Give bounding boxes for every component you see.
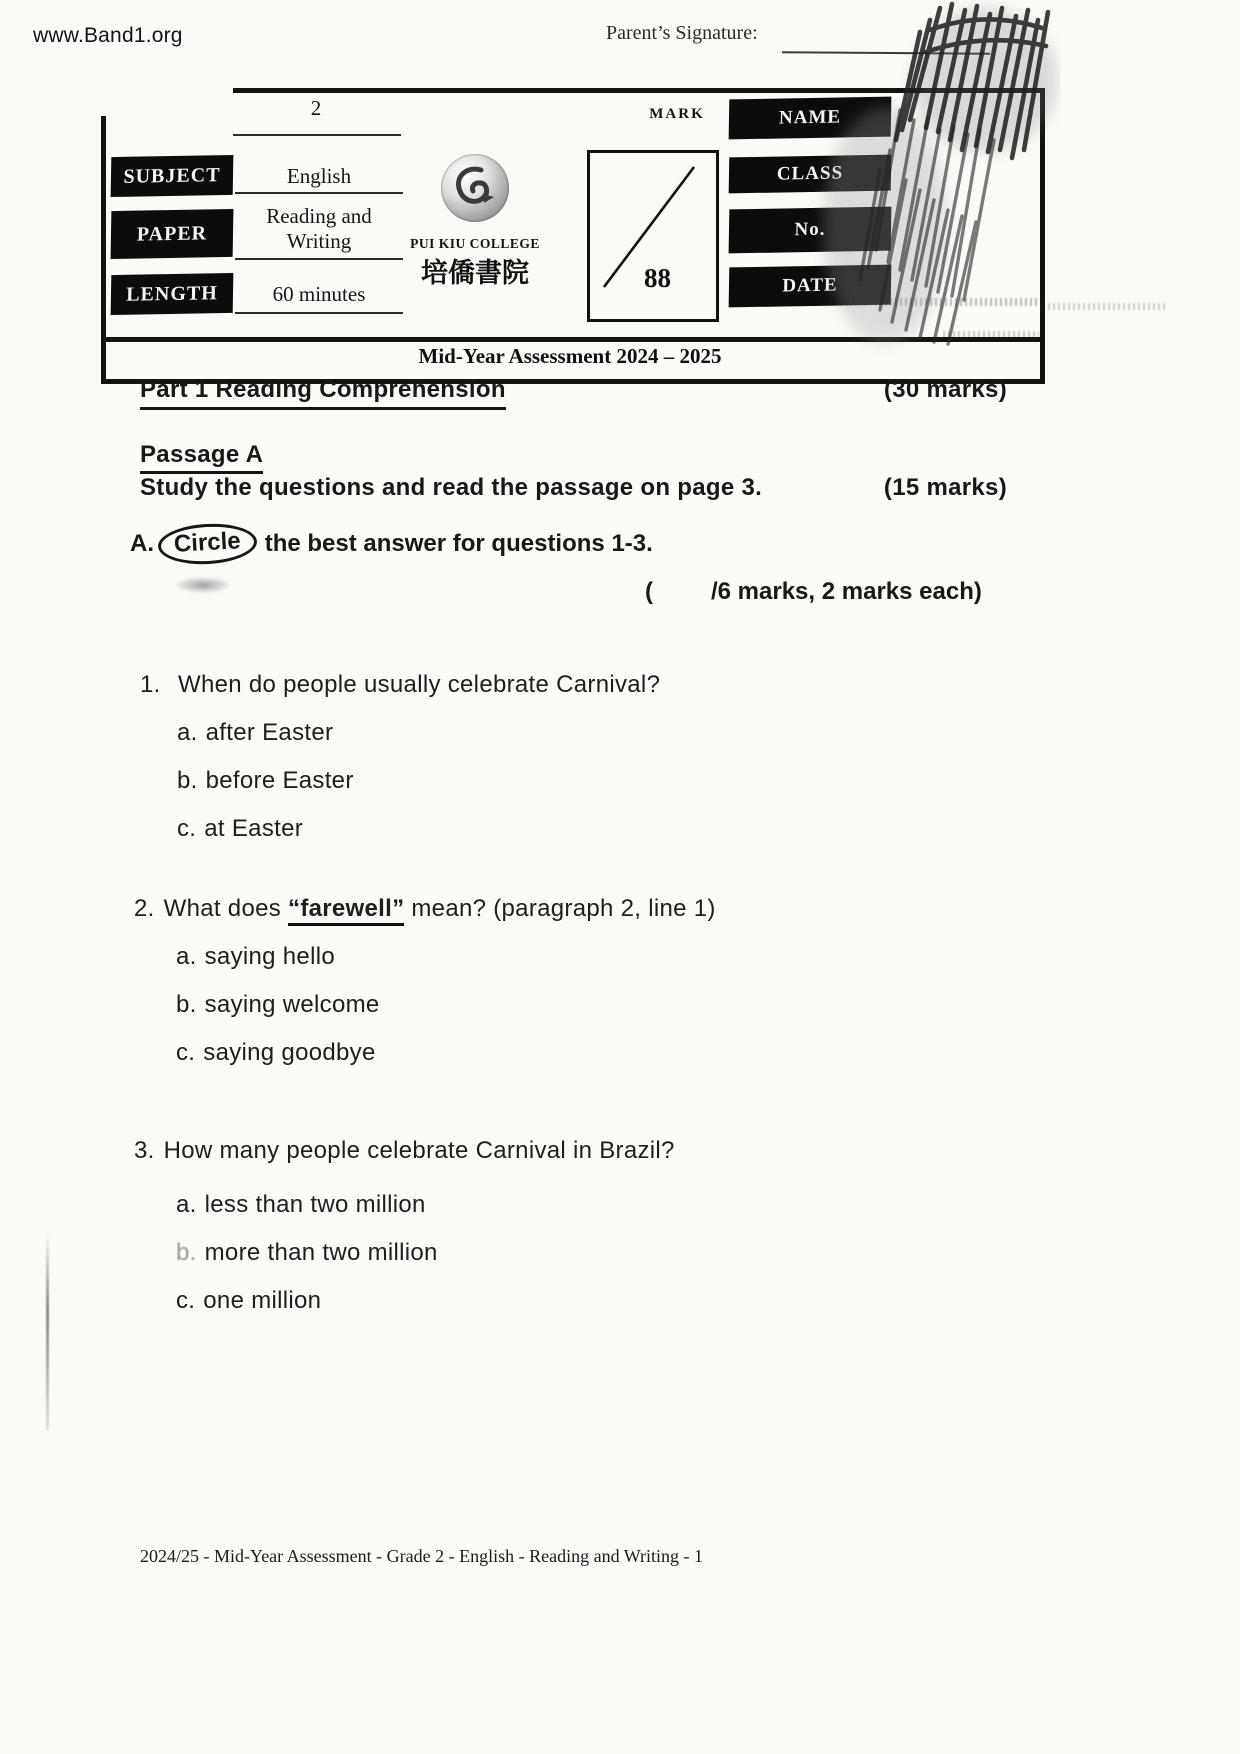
date-field-label: DATE — [729, 265, 892, 308]
option-text: saying welcome — [204, 991, 380, 1018]
option-text: saying hello — [204, 943, 335, 970]
question-2 — [134, 896, 716, 1066]
length-underline — [235, 312, 403, 314]
paper-underline — [235, 258, 403, 260]
option-row — [134, 1240, 675, 1266]
task-a-row — [130, 524, 653, 564]
part1-total-marks: (30 marks) — [883, 376, 1007, 403]
paper-label: PAPER — [111, 209, 234, 259]
scan-artifact-line — [46, 1232, 49, 1430]
no-field-label: No. — [729, 207, 892, 254]
option-letter: c. — [176, 1287, 196, 1314]
passage-label-row — [140, 441, 263, 469]
length-value: 60 minutes — [272, 282, 366, 306]
part1-title: Part 1 Reading Comprehension — [140, 376, 506, 410]
option-row — [140, 768, 660, 794]
question-text — [140, 672, 660, 698]
option-letter: b. — [176, 991, 197, 1018]
mark-label: MARK — [649, 106, 705, 122]
passage-instruction: Study the questions and read the passage on page 3. — [140, 474, 763, 501]
option-text: after Easter — [205, 719, 334, 746]
task-a-marks-row — [645, 578, 982, 606]
question-number: 2. — [134, 895, 155, 922]
question-3 — [134, 1138, 675, 1314]
question-body: How many people celebrate Carnival in Brazil? — [163, 1137, 675, 1164]
pencil-scribble — [780, 0, 1060, 356]
option-letter: a. — [176, 1191, 197, 1218]
option-text: one million — [203, 1287, 322, 1314]
question-text — [134, 1138, 675, 1164]
option-letter: a. — [177, 719, 198, 746]
question-text-after: mean? (paragraph 2, line 1) — [404, 895, 716, 922]
parent-signature-label: Parent’s Signature: — [606, 22, 758, 44]
option-text: more than two million — [204, 1239, 438, 1266]
part1-title-row — [140, 376, 1007, 410]
page-number-underline — [233, 134, 401, 136]
option-row — [134, 1040, 716, 1066]
option-text: at Easter — [204, 815, 304, 842]
option-row — [140, 720, 660, 746]
option-letter: c. — [176, 1039, 196, 1066]
length-label: LENGTH — [111, 273, 234, 315]
watermark: www.Band1.org — [33, 24, 183, 47]
option-row — [134, 944, 716, 970]
option-row — [134, 1192, 675, 1218]
option-text: less than two million — [204, 1191, 426, 1218]
subject-label: SUBJECT — [111, 155, 234, 197]
task-a-prefix: A. — [130, 530, 154, 557]
mark-box — [587, 150, 719, 322]
scan-noise-mark — [1048, 303, 1166, 310]
subject-value: English — [286, 164, 352, 188]
question-text-before: What does — [163, 895, 289, 922]
option-letter: b. — [177, 767, 198, 794]
passage-instruction-row — [140, 474, 1007, 502]
school-name-chinese: 培僑書院 — [421, 258, 529, 288]
task-a-suffix: the best answer for questions 1-3. — [264, 530, 653, 557]
question-number: 3. — [134, 1137, 155, 1164]
option-letter: c. — [177, 815, 197, 842]
question-text — [134, 896, 716, 922]
page-number: 2 — [310, 96, 322, 120]
assessment-title: Mid-Year Assessment 2024 – 2025 — [418, 344, 722, 368]
mark-value: 88 — [644, 263, 671, 293]
passage-label: Passage A — [140, 441, 263, 474]
school-name-english: PUI KIU COLLEGE — [410, 236, 540, 251]
question-1 — [140, 672, 660, 842]
question-body — [164, 896, 716, 922]
option-letter-smudged: b. — [176, 1239, 197, 1266]
option-letter: a. — [176, 943, 197, 970]
class-field-label: CLASS — [729, 155, 892, 194]
option-row — [140, 816, 660, 842]
passage-marks: (15 marks) — [883, 474, 1007, 501]
question-body: When do people usually celebrate Carnival? — [178, 671, 661, 698]
paper-value: Reading and Writing — [266, 204, 372, 253]
school-logo-icon — [441, 154, 509, 222]
page-footer: 2024/25 - Mid-Year Assessment - Grade 2 - English - Reading and Writing - 1 — [140, 1546, 704, 1566]
name-field-label: NAME — [729, 97, 892, 140]
option-text: saying goodbye — [203, 1039, 376, 1066]
hand-drawn-oval — [157, 521, 258, 566]
keyword-farewell: “farewell” — [288, 895, 404, 926]
subject-underline — [235, 192, 403, 194]
question-number: 1. — [140, 671, 161, 698]
option-text: before Easter — [205, 767, 354, 794]
option-row — [134, 992, 716, 1018]
task-a-circled-word: Circle — [173, 527, 242, 558]
pencil-smear — [176, 577, 230, 593]
option-row — [134, 1288, 675, 1314]
marks-open-paren: ( — [645, 578, 653, 605]
task-a-marks-text: /6 marks, 2 marks each) — [711, 578, 982, 605]
